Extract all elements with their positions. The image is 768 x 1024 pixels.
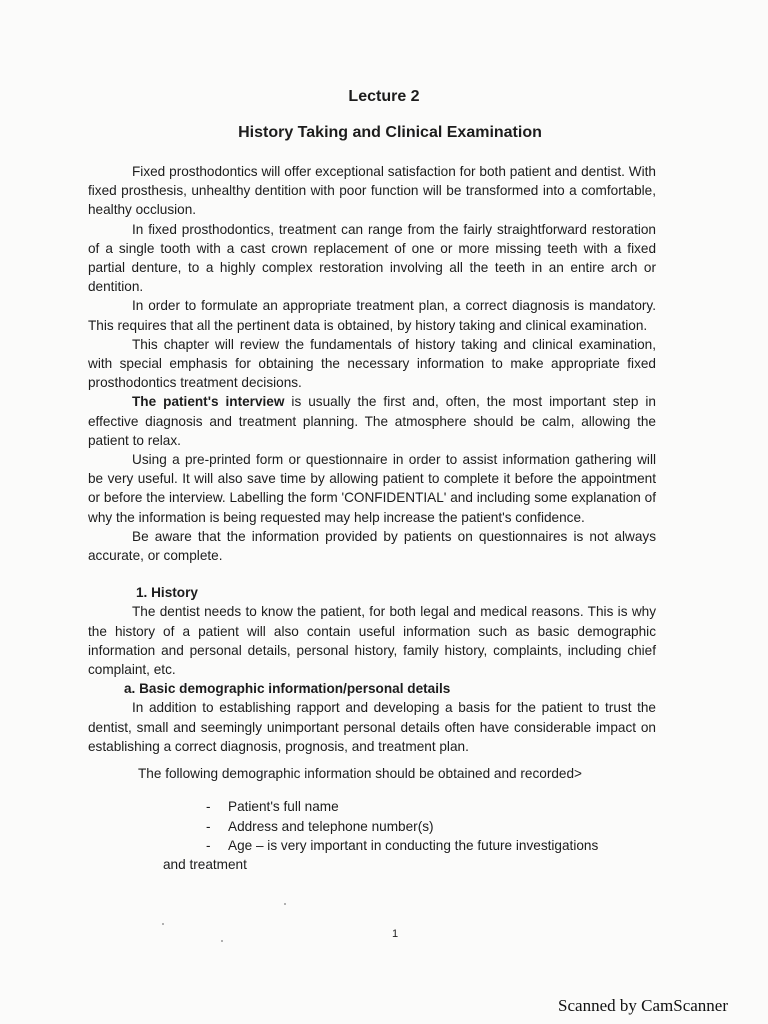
subsection-heading-demographic: a. Basic demographic information/personal details [124, 681, 451, 697]
scan-speck-icon [162, 923, 164, 925]
dash-bullet-icon: - [206, 799, 211, 815]
list-item: - Patient's full name [88, 797, 656, 816]
page-title: History Taking and Clinical Examination [238, 124, 542, 141]
paragraph: In fixed prosthodontics, treatment can range from the fairly straightforward restoration of a single tooth with a cast crown replacement of one or more missing teeth with a fixed partial denture, to a highly complex restoration involving all the teeth in an entire arch or dentition. [88, 221, 656, 295]
interview-text: is usually the first and, often, the most important step in effective diagnosis and treatment planning. The atmosphere should be calm, allowing the patient to relax. [88, 394, 656, 448]
scanner-watermark: Scanned by CamScanner [558, 996, 728, 1015]
paragraph: Using a pre-printed form or questionnaire in order to assist information gathering will be very useful. It will also save time by allowing patient to complete it before the appointment or before the interview. Labelling the form 'CONFIDENTIAL' and including some explanation of why the information is being requested may help increase the patient's confidence. [88, 452, 656, 525]
paragraph-intro: The following demographic information should be obtained and recorded> [138, 766, 582, 782]
lecture-number: Lecture 2 [348, 88, 420, 105]
paragraph-interview [88, 392, 656, 450]
paragraph: Fixed prosthodontics will offer exceptional satisfaction for both patient and dentist. With fixed prosthesis, unhealthy dentition with poor function will be transformed into a comfortable, healthy occlusion. [88, 164, 656, 218]
paragraph: In addition to establishing rapport and developing a basis for the patient to trust the dentist, small and seemingly unimportant personal details often have considerable impact on establishing a correct diagnosis, prognosis, and treatment plan. [88, 700, 656, 754]
paragraph: This chapter will review the fundamentals of history taking and clinical examination, with special emphasis for obtaining the necessary information to make appropriate fixed prosthodontics treatment decisions. [88, 336, 656, 391]
scan-speck-icon [221, 940, 223, 942]
list-continuation: and treatment [163, 856, 247, 872]
section-heading-history: 1. History [136, 585, 198, 601]
demographics-list [88, 797, 656, 855]
dash-bullet-icon: - [206, 837, 211, 853]
list-item: - Age – is very important in conducting the future investigations [88, 836, 656, 855]
list-item: - Address and telephone number(s) [88, 817, 656, 836]
paragraph: In order to formulate an appropriate treatment plan, a correct diagnosis is mandatory. This requires that all the pertinent data is obtained, by history taking and clinical examination. [88, 298, 656, 333]
interview-bold: The patient's interview [132, 394, 285, 410]
scan-speck-icon [284, 903, 286, 905]
paragraph: The dentist needs to know the patient, for both legal and medical reasons. This is why the history of a patient will also contain useful information such as basic demographic information and personal details, personal history, family history, complaints, including chief complaint, etc. [88, 604, 656, 678]
page-number: 1 [391, 928, 399, 940]
paragraph: Be aware that the information provided by patients on questionnaires is not always accurate, or complete. [88, 528, 656, 564]
dash-bullet-icon: - [206, 818, 211, 834]
document-body [88, 162, 656, 874]
